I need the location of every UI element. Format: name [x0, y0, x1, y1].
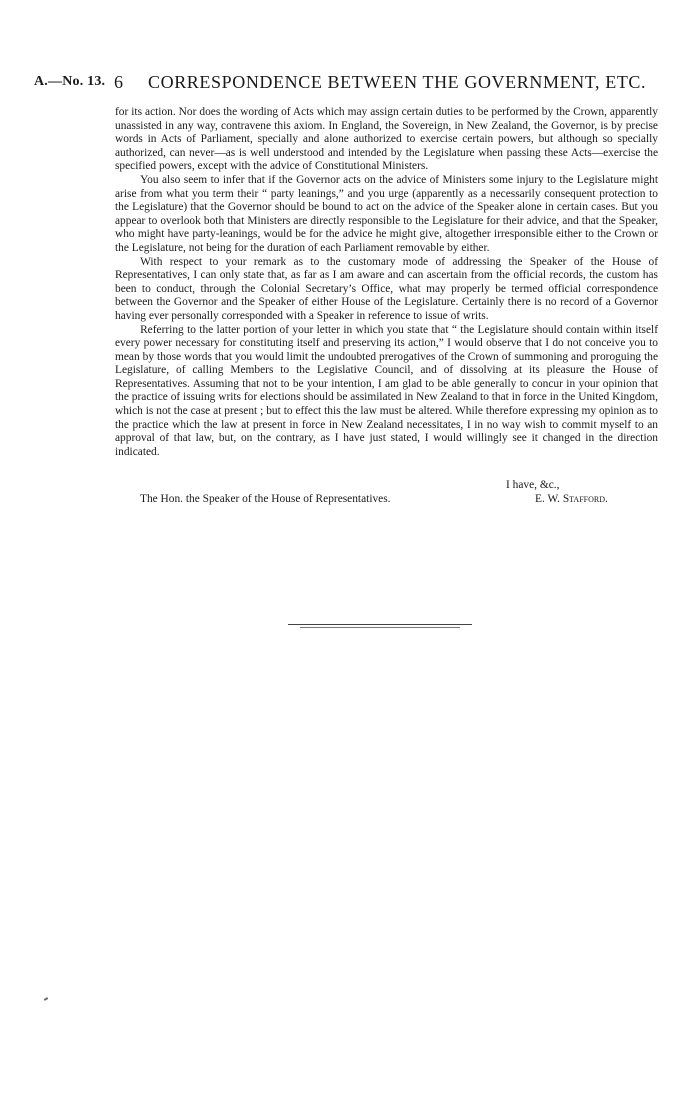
letter-signature: E. W. Stafford.	[535, 493, 608, 505]
page-number: 6	[114, 72, 123, 92]
page-header	[34, 72, 674, 96]
letter-addressee: The Hon. the Speaker of the House of Representatives.	[140, 493, 391, 505]
section-divider	[288, 624, 472, 629]
document-reference: A.—No. 13.	[34, 74, 106, 89]
paragraph-party-leanings: You also seem to infer that if the Governor acts on the advice of Ministers some injury to the Legislature might arise from what you term their “ party leanings,” and you urge (apparently as a necessarily consequent protection to the Legislature) that the Governor should be bound to act on the advice of the Speaker alone in certain cases. But you appear to overlook both that Ministers are directly responsible to the Legislature for their advice, and that the Speaker, who might have party-leanings, would be for the advice he might give, altogether irresponsible either to the Crown or the Legislature, not being for the duration of each Parliament removable by either.	[115, 173, 658, 254]
page-speck	[44, 997, 48, 1001]
paragraph-customary-mode: With respect to your remark as to the customary mode of addressing the Speaker of the House of Representatives, I can only state that, as far as I am aware and can ascertain from the official records, the custom has been to conduct, through the Colonial Secretary’s Office, what may properly be termed official correspondence between the Governor and the Speaker of either House of the Legislature. Certainly there is no record of a Governor having ever personally corresponded with a Speaker in reference to issue of writs.	[115, 255, 658, 322]
letter-closing: I have, &c.,	[506, 479, 560, 491]
paragraph-continuation: for its action. Nor does the wording of Acts which may assign certain duties to be performed by the Crown, apparently unassisted in any way, contravene this axiom. In England, the Sovereign, in New Zealand, the Governor, is by precise words in Acts of Parliament, specially and alone authorized to exercise certain powers, but although so specially authorized, can never—as is well understood and intended by the Legislature when passing these Acts—exercise the specified powers, except with the advice of Constitutional Ministers.	[115, 106, 658, 173]
paragraph-legislature-powers: Referring to the latter portion of your letter in which you state that “ the Legislature should contain within itself every power necessary for constituting itself and preserving its action,” I would observe that I do not conceive you to mean by those words that you would limit the undoubted prerogatives of the Crown of summoning and proroguing the Legislature, of calling Members to the Legislative Council, and of dissolving at its pleasure the House of Representatives. Assuming that not to be your intention, I am glad to be able generally to concur in your opinion that the practice of issuing writs for elections should be assimilated in New Zealand to that in force in the United Kingdom, which is not the case at present ; but to effect this the law must be altered. While therefore expressing my opinion as to the practice which the law at present in force in New Zealand necessitates, I in no way wish to commit myself to an approval of that law, but, on the contrary, as I have just stated, I would willingly see it changed in the direction indicated.	[115, 323, 658, 458]
running-title: CORRESPONDENCE BETWEEN THE GOVERNMENT, ETC.	[148, 72, 647, 92]
letter-body	[115, 106, 658, 459]
